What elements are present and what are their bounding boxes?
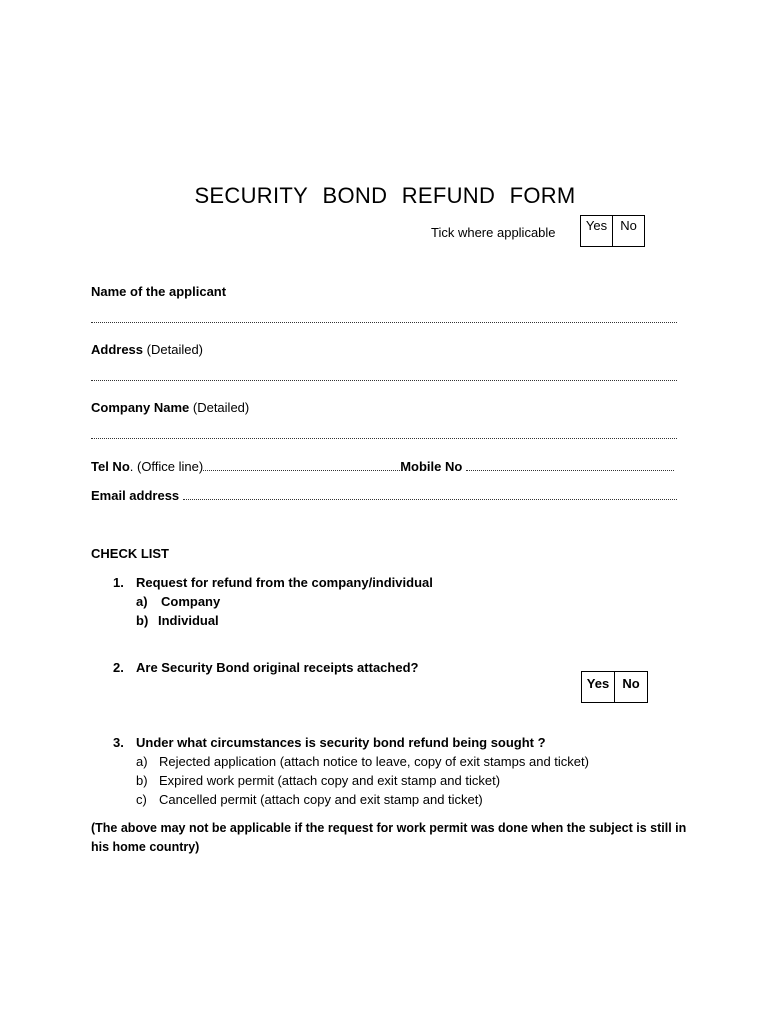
q1-option-letter: a) [136, 594, 148, 609]
q3-option-expired[interactable]: Expired work permit (attach copy and exit stamp and ticket) [159, 773, 501, 788]
phone-row [91, 459, 674, 474]
receipts-no-checkbox[interactable]: No [615, 672, 648, 703]
q3-text: Under what circumstances is security bond refund being sought ? [136, 735, 546, 750]
no-checkbox[interactable]: No [613, 216, 645, 247]
yes-checkbox[interactable]: Yes [581, 216, 613, 247]
q3-option-rejected[interactable]: Rejected application (attach notice to leave, copy of exit stamps and ticket) [159, 754, 589, 769]
address-field[interactable] [91, 380, 677, 381]
q3-option-letter: c) [136, 792, 147, 807]
q1-option-company[interactable]: Company [161, 594, 221, 609]
q1-text: Request for refund from the company/individual [136, 575, 433, 590]
q1-option-letter: b) [136, 613, 149, 628]
note-line: (The above may not be applicable if the request for work permit was done when the subject is still in [91, 821, 687, 835]
note-line: his home country) [91, 840, 200, 854]
company-field[interactable] [91, 438, 677, 439]
q2-number: 2. [113, 660, 124, 675]
email-field[interactable] [183, 499, 677, 500]
address-hint: (Detailed) [146, 342, 204, 357]
q1-number: 1. [113, 575, 124, 590]
mobile-label: Mobile No [400, 459, 463, 474]
title-word: SECURITY [194, 183, 309, 208]
form-title [0, 183, 770, 209]
mobile-field[interactable] [466, 470, 674, 471]
title-word: BOND [322, 183, 388, 208]
tel-field[interactable] [203, 470, 400, 471]
company-hint: (Detailed) [192, 400, 250, 415]
email-label: Email address [91, 488, 180, 503]
tel-label: Tel No [91, 459, 130, 474]
email-row [91, 488, 677, 503]
q3-number: 3. [113, 735, 124, 750]
tick-instruction: Tick where applicable [431, 225, 556, 240]
title-word: FORM [509, 183, 576, 208]
checklist-heading: CHECK LIST [91, 546, 169, 561]
q3-option-letter: b) [136, 773, 148, 788]
q2-text: Are Security Bond original receipts attached? [136, 660, 419, 675]
tick-yes-no-box [580, 215, 645, 247]
tel-hint: . (Office line) [129, 459, 204, 474]
address-label-row [91, 342, 203, 357]
applicant-name-field[interactable] [91, 322, 677, 323]
address-label: Address [91, 342, 144, 357]
receipts-yes-checkbox[interactable]: Yes [582, 672, 615, 703]
receipts-yes-no-box [581, 671, 648, 703]
company-label-row [91, 400, 249, 415]
title-word: REFUND [401, 183, 496, 208]
q3-option-letter: a) [136, 754, 148, 769]
q3-option-cancelled[interactable]: Cancelled permit (attach copy and exit stamp and ticket) [159, 792, 483, 807]
company-label: Company Name [91, 400, 190, 415]
applicant-name-label: Name of the applicant [91, 284, 227, 299]
q1-option-individual[interactable]: Individual [158, 613, 219, 628]
